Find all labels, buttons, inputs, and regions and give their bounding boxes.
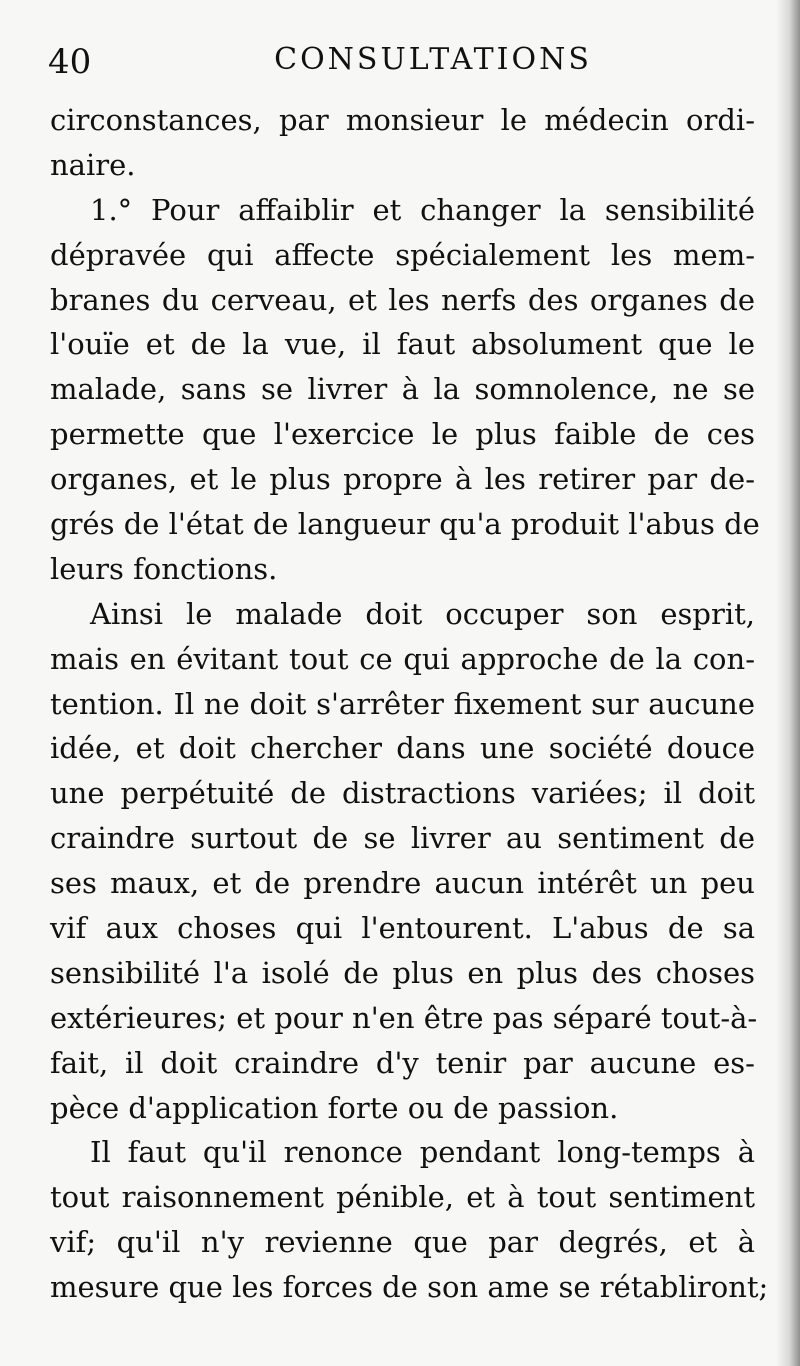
text-line: extérieures; et pour n'en être pas séparé tout-à-: [50, 1000, 758, 1035]
text-line: idée, et doit chercher dans une société douce: [50, 731, 755, 766]
page-header: [48, 38, 768, 86]
text-line: malade, sans se livrer à la somnolence, ne se: [50, 372, 755, 407]
text-line: 1.° Pour affaiblir et changer la sensibilité: [90, 192, 755, 227]
text-line: grés de l'état de langueur qu'a produit l'abus de: [50, 507, 760, 542]
text-line: tention. Il ne doit s'arrêter fixement sur aucune: [50, 686, 755, 721]
text-line: l'ouïe et de la vue, il faut absolument que le: [50, 327, 755, 362]
text-line: fait, il doit craindre d'y tenir par aucune es-: [50, 1045, 755, 1080]
text-line: ses maux, et de prendre aucun intérêt un peu: [50, 866, 755, 901]
text-line: vif; qu'il n'y revienne que par degrés, et à: [50, 1225, 755, 1260]
page-number: 40: [48, 42, 92, 82]
body-text: [50, 98, 769, 1310]
text-line: mais en évitant tout ce qui approche de la con-: [50, 641, 755, 676]
text-line: permette que l'exercice le plus faible de ces: [50, 417, 755, 452]
text-line: pèce d'application forte ou de passion.: [50, 1090, 619, 1125]
text-line: sensibilité l'a isolé de plus en plus des choses: [50, 955, 755, 990]
text-line: craindre surtout de se livrer au sentiment de: [50, 821, 755, 856]
running-head: CONSULTATIONS: [274, 42, 592, 77]
text-line: branes du cerveau, et les nerfs des organes de: [50, 282, 755, 317]
page-gutter-shadow: [776, 0, 800, 1366]
text-line: dépravée qui affecte spécialement les mem-: [50, 237, 755, 272]
text-line: leurs fonctions.: [50, 551, 278, 586]
text-line: naire.: [50, 147, 136, 182]
text-line: organes, et le plus propre à les retirer par de-: [50, 462, 755, 497]
text-line: vif aux choses qui l'entourent. L'abus de sa: [50, 911, 755, 946]
text-line: tout raisonnement pénible, et à tout sentiment: [50, 1180, 755, 1215]
text-line: mesure que les forces de son ame se rétabliront;: [50, 1270, 769, 1305]
text-line: Il faut qu'il renonce pendant long-temps à: [90, 1135, 755, 1170]
text-line: Ainsi le malade doit occuper son esprit,: [90, 596, 755, 631]
text-line: circonstances, par monsieur le médecin ordi-: [50, 103, 755, 137]
text-line: une perpétuité de distractions variées; il doit: [50, 776, 755, 811]
